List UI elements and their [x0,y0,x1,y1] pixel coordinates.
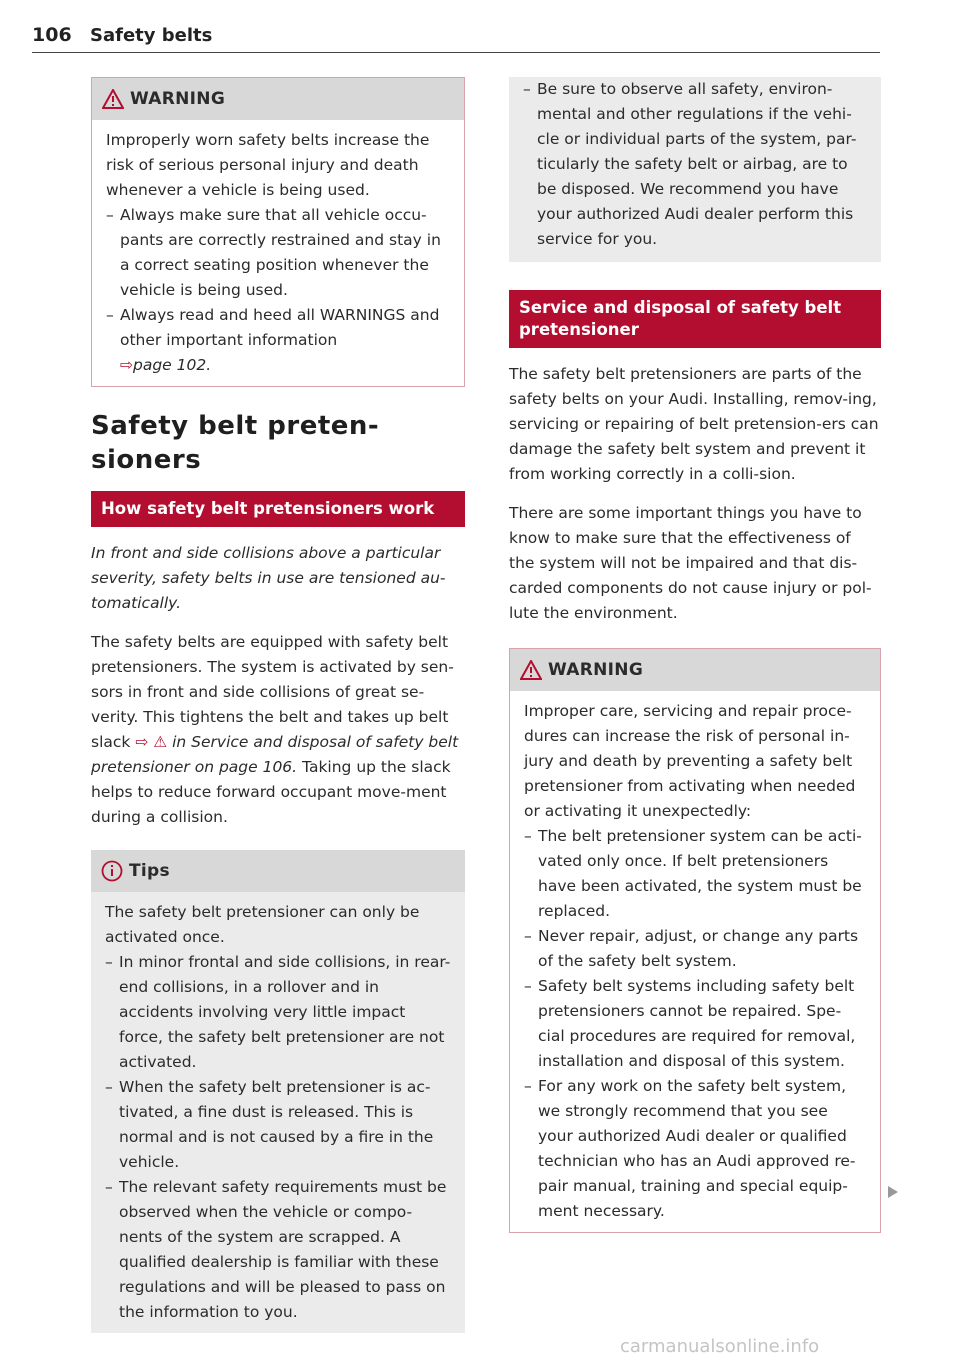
warning-box [91,77,465,387]
tips-bullet: – The relevant safety requirements must be observed when the vehicle or compo-nents of the system are scrapped. A qualified dealership is familiar with these regulations and will be pleased to pass on the information to you. [105,1175,451,1325]
page-header [32,22,880,53]
warning-header [510,649,880,691]
page-number: 106 [32,24,72,46]
warning-box-right [509,648,881,1233]
warning-header [92,78,464,120]
warning-triangle-icon [520,660,542,680]
arrow-right-icon: ⇨ [120,356,133,374]
warning-intro: Improperly worn safety belts increase the risk of serious personal injury and death whenever a vehicle is being used. [106,131,430,199]
left-column [91,77,465,1333]
service-paragraph-1: The safety belt pretensioners are parts of the safety belts on your Audi. Installing, remov-ing, servicing or repairing of belt pretension-ers can damage the safety belt system and prevent it from working correctly in a colli-sion. [509,365,879,483]
tips-bullet-continued: – Be sure to observe all safety, environ-mental and other regulations if the vehi-cle or individual parts of the system, par-ticularly the safety belt or airbag, are to be disposed. We recommend you have your authorized Audi dealer perform this service for you. [523,77,867,252]
warning-ref [106,353,450,378]
tips-body [91,892,465,1333]
warning-label: WARNING [548,660,644,680]
section-heading: Safety belt preten-sioners [91,411,380,475]
warning-label: WARNING [130,89,226,109]
info-icon [101,860,123,882]
service-heading: Service and disposal of safety belt pretensioner [509,290,881,348]
body-paragraph [91,630,465,830]
intro-text: In front and side collisions above a particular severity, safety belts in use are tensioned au-tomatically. [91,544,446,612]
warning-bullet: – Never repair, adjust, or change any parts of the safety belt system. [524,924,866,974]
warning-intro: Improper care, servicing and repair proce-dures can increase the risk of personal in-jury and death by preventing a safety belt pretensioner from activating when needed or activating it unexpectedly: [524,702,856,820]
tips-box [91,850,465,1333]
warning-body [92,120,464,386]
tips-header [91,850,465,892]
body-text-end: Taking up the slack helps to reduce forward occupant move-ment during a collision. [91,758,451,826]
right-column [509,77,881,1233]
warning-triangle-icon [102,89,124,109]
warning-bullet: – For any work on the safety belt system, we strongly recommend that you see your authorized Audi dealer or qualified technician who has an Audi approved re-pair manual, training and special equip-ment necessary. [524,1074,866,1224]
continued-tips-box [509,77,881,262]
warning-bullet: – The belt pretensioner system can be acti-vated only once. If belt pretensioners have been activated, the system must be replaced. [524,824,866,924]
section-title: Safety belts [90,25,213,46]
tips-label: Tips [129,861,170,881]
cross-reference-link[interactable]: in Service and disposal of safety belt pretensioner on page 106. [91,733,459,776]
subsection-heading: How safety belt pretensioners work [91,491,465,527]
warning-body [510,691,880,1232]
arrow-right-icon: ⇨ [135,733,149,751]
continue-arrow-icon [888,1186,898,1198]
warning-bullet: – Always read and heed all WARNINGS and other important information [106,303,450,353]
warning-bullet: – Safety belt systems including safety belt pretensioners cannot be repaired. Spe-cial procedures are required for removal, installation and disposal of this system. [524,974,866,1074]
warning-bullet: – Always make sure that all vehicle occu-pants are correctly restrained and stay in a correct seating position whenever the vehicle is being used. [106,203,450,303]
tips-intro: The safety belt pretensioner can only be activated once. [105,903,420,946]
warning-ref-link[interactable]: page 102. [133,356,212,374]
body-text: The safety belts are equipped with safety belt pretensioners. The system is activated by sen-sors in front and side collisions of great se-verity. This tightens the belt and takes up belt slack [91,633,454,751]
warning-small-icon: ⚠ [153,733,168,751]
tips-bullet: – In minor frontal and side collisions, in rear-end collisions, in a rollover and in accidents involving very little impact force, the safety belt pretensioner are not activated. [105,950,451,1075]
service-paragraph-2: There are some important things you have to know to make sure that the effectiveness of the system will not be impaired and that dis-carded components do not cause injury or pol-lute the environment. [509,504,872,622]
tips-bullet: – When the safety belt pretensioner is ac-tivated, a fine dust is released. This is normal and is not caused by a fire in the vehicle. [105,1075,451,1175]
watermark: carmanualsonline.info [620,1336,820,1357]
